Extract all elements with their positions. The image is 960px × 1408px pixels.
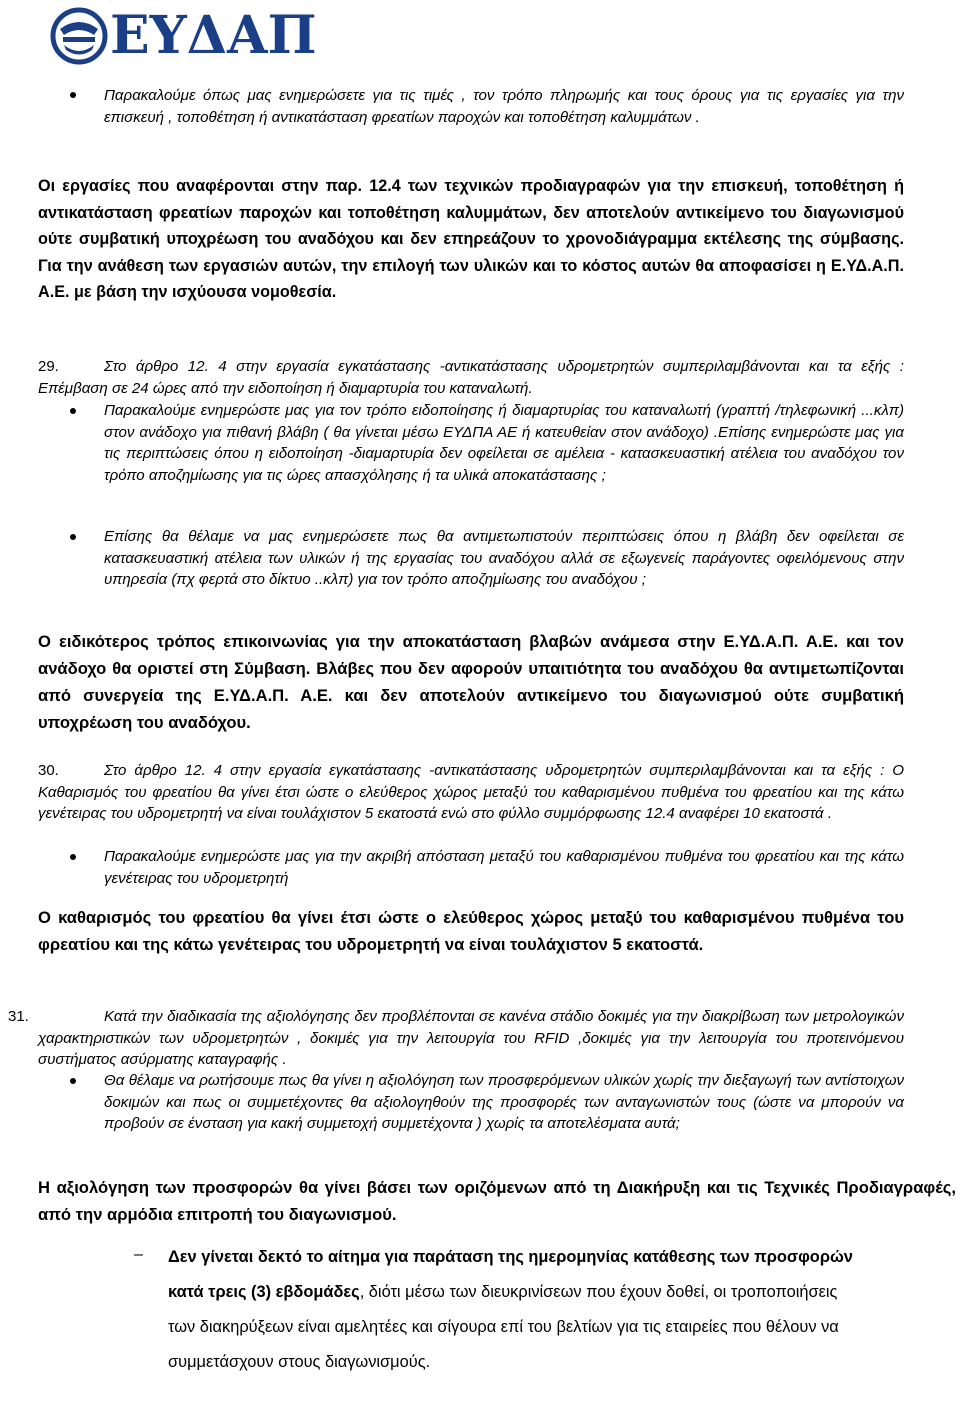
question-number-30: 30. (38, 762, 59, 779)
final-note-bold: Δεν γίνεται δεκτό το αίτημα για παράταση της ημερομηνίας κατάθεσης των προσφορών κατά τρεις (3) εβδομάδες (168, 1248, 853, 1301)
bullet-icon (70, 534, 76, 540)
answer-30: Ο καθαρισμός του φρεατίου θα γίνει έτσι ώστε ο ελεύθερος χώρος μεταξύ του καθαρισμένου πυθμένα του φρεατίου και της κάτω γενέτειρας του υδρομετρητή να είναι τουλάχιστον 5 εκατοστά. (38, 908, 904, 954)
logo-text: ΕΥΔΑΠ (110, 5, 317, 66)
question-bullet-1: Παρακαλούμε όπως μας ενημερώσετε για τις τιμές , τον τρόπο πληρωμής και τους όρους για τις εργασίες για την επισκευή , τοποθέτηση ή αντικατάσταση φρεατίων παροχών και τοποθέτηση καλυμμάτων . (104, 87, 904, 126)
question-number-31: 31. (8, 1008, 29, 1025)
bullet-icon (70, 92, 76, 98)
question-30-bullet-1: Παρακαλούμε ενημερώστε μας για την ακριβή απόσταση μεταξύ του καθαρισμένου πυθμένα του φρεατίου και της κάτω γενέτειρας του υδρομετρητή (104, 848, 904, 887)
question-29-text: Στο άρθρο 12. 4 στην εργασία εγκατάστασης -αντικατάστασης υδρομετρητών συμπεριλαμβάνονται και τα εξής : Επέμβαση σε 24 ώρες από την ειδοποίηση ή διαμαρτυρία του καταναλωτή. (38, 358, 904, 397)
answer-31: Η αξιολόγηση των προσφορών θα γίνει βάσει των οριζόμενων από τη Διακήρυξη και τις Τεχνικές Προδιαγραφές, από την αρμόδια επιτροπή του διαγωνισμού. (38, 1178, 956, 1224)
dash-marker: – (134, 1246, 143, 1263)
question-29-bullet-1: Παρακαλούμε ενημερώστε μας για τον τρόπο ειδοποίησης ή διαμαρτυρίας του καταναλωτή (γραπτή /τηλεφωνική ...κλπ) στον ανάδοχο για πιθανή βλάβη ( θα γίνεται μέσω ΕΥΔΠΑ ΑΕ ή κατευθείαν στον ανάδοχο) .Επίσης ενημερώστε μας για τις περιπτώσεις όπου η ειδοποίηση -διαμαρτυρία δεν οφείλεται σε αμέλεια - κατασκευαστική ατέλεια του αναδόχου τον τρόπο αποζημίωσης για τις ώρες απασχόλησης ή τα υλικά αποκατάστασης ; (104, 402, 904, 484)
answer-29: Ο ειδικότερος τρόπος επικοινωνίας για την αποκατάσταση βλαβών ανάμεσα στην Ε.ΥΔ.Α.Π. Α.Ε. και τον ανάδοχο θα οριστεί στη Σύμβαση. Βλάβες που δεν αφορούν υπαιτιότητα του αναδόχου θα αντιμετωπίζονται από συνεργεία της Ε.ΥΔ.Α.Π. Α.Ε. και δεν αποτελούν αντικείμενο του διαγωνισμού ούτε συμβατική υποχρέωση του αναδόχου. (38, 632, 904, 732)
bullet-icon (70, 408, 76, 414)
final-note (168, 1240, 868, 1380)
bullet-icon (70, 1078, 76, 1084)
question-31-text: Κατά την διαδικασία της αξιολόγησης δεν προβλέπονται σε κανένα στάδιο δοκιμές για την διακρίβωση των μετρολογικών χαρακτηριστικών των υδρομετρητών , δοκιμές για την λειτουργία του RFID ,δοκιμές για την λειτουργία του προτεινόμενου συστήματος ασύρματης καταγραφής . (38, 1008, 904, 1069)
question-number-29: 29. (38, 358, 59, 375)
bullet-icon (70, 854, 76, 860)
question-31-bullet-1: Θα θέλαμε να ρωτήσουμε πως θα γίνει η αξιολόγηση των προσφερόμενων υλικών χωρίς την διεξαγωγή των αντίστοιχων δοκιμών και πως οι συμμετέχοντες θα αξιολογηθούν της προσφορές των ανταγωνιστών τους (ώστε να μπορούν να προβούν σε ένσταση για κακή συμμετοχή συμμετέχοντα ) χωρίς τα αποτελέσματα αυτά; (104, 1072, 904, 1133)
question-29-bullet-2: Επίσης θα θέλαμε να μας ενημερώσετε πως θα αντιμετωπιστούν περιπτώσεις όπου η βλάβη δεν οφείλεται σε κατασκευαστική ατέλεια των υλικών ή της εργασίας του αναδόχου αλλά σε εξωγενείς παράγοντες οφειλόμενους στην υπηρεσία (πχ φερτά στο δίκτυο ..κλπ) για τον τρόπο αποζημίωσης του αναδόχου ; (104, 528, 904, 589)
question-30-text: Στο άρθρο 12. 4 στην εργασία εγκατάστασης -αντικατάστασης υδρομετρητών συμπεριλαμβάνονται και τα εξής : Ο Καθαρισμός του φρεατίου θα γίνει έτσι ώστε ο ελεύθερος χώρος μεταξύ του καθαρισμένου πυθμένα του φρεατίου και της κάτω γενέτειρας του υδρομετρητή να είναι τουλάχιστον 5 εκατοστά ενώ στο φύλλο συμμόρφωσης 12.4 αναφέρει 10 εκατοστά . (38, 762, 904, 823)
answer-1: Οι εργασίες που αναφέρονται στην παρ. 12.4 των τεχνικών προδιαγραφών για την επισκευή, τοποθέτηση ή αντικατάσταση φρεατίων παροχών και τοποθέτηση καλυμμάτων, δεν αποτελούν αντικείμενο του διαγωνισμού ούτε συμβατική υποχρέωση του αναδόχου και δεν επηρεάζουν το χρονοδιάγραμμα εκτέλεσης της σύμβασης. Για την ανάθεση των εργασιών αυτών, την επιλογή των υλικών και το κόστος αυτών θα αποφασίσει η Ε.ΥΔ.Α.Π. Α.Ε. με βάση την ισχύουσα νομοθεσία. (38, 177, 904, 301)
eydap-logo (50, 4, 317, 68)
logo-mark-icon (50, 7, 108, 65)
final-note-normal: , διότι μέσω των διευκρινίσεων που έχουν δοθεί, οι τροποποιήσεις των διακηρύξεων είναι αμελητέες και σίγουρα επί του βελτίων για τις εταιρείες που θέλουν να συμμετάσχουν στους διαγωνισμούς. (168, 1283, 839, 1371)
